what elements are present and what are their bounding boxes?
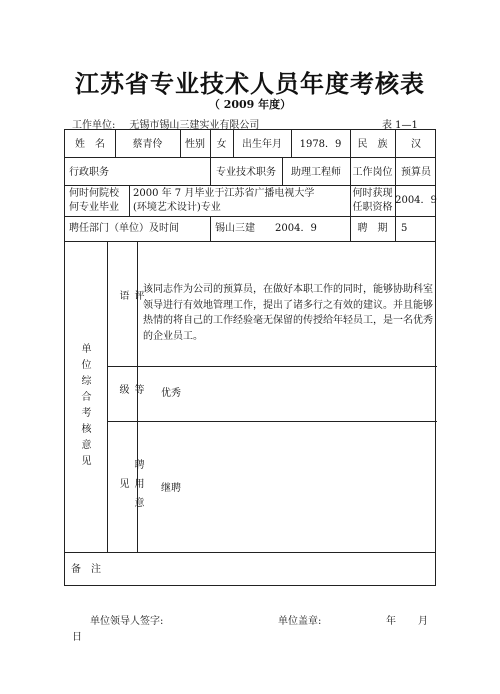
date-year-label: 年 xyxy=(386,616,396,627)
row-divider xyxy=(107,421,437,422)
birth-label: 出生年月 xyxy=(242,139,282,150)
ethnic-label: 民 族 xyxy=(357,139,388,150)
date-month-label: 月 xyxy=(418,616,428,627)
work-unit-label: 工作单位: xyxy=(72,120,116,131)
post-label: 工作岗位 xyxy=(352,167,393,178)
form-number: 表 1—1 xyxy=(382,120,418,131)
row-divider xyxy=(65,216,435,217)
unit-seal-label: 单位盖章: xyxy=(278,616,322,627)
remarks-label: 备 注 xyxy=(71,564,101,575)
term-value: 5 xyxy=(401,223,408,234)
comment-label: 评语 xyxy=(117,290,143,322)
ethnic-value: 汉 xyxy=(411,139,421,150)
birth-value: 1978．9 xyxy=(299,139,342,150)
qualification-value: 2004．9 xyxy=(395,195,437,206)
tech-title-label: 专业技术职务 xyxy=(216,167,276,178)
school-value-line-1: 2000 年 7 月毕业于江苏省广播电视大学 xyxy=(133,188,315,199)
post-value: 预算员 xyxy=(401,167,431,178)
qualification-label-line-1: 何时获现 xyxy=(352,188,393,199)
row-divider xyxy=(107,366,437,367)
row-divider xyxy=(65,241,435,242)
name-value: 蔡青伶 xyxy=(132,139,163,150)
school-label-line-1: 何时何院校 xyxy=(69,188,119,199)
admin-title-label: 行政职务 xyxy=(69,167,109,178)
row-divider xyxy=(65,157,435,158)
row-divider xyxy=(65,552,435,553)
name-label: 姓 名 xyxy=(75,139,105,150)
row-divider xyxy=(65,185,435,186)
comment-text: 该同志作为公司的预算员，在做好本职工作的同时，能够协助科室领导进行有效地管理工作，提出了诸多行之有效的建议。并且能够热情的将自己的工作经验毫无保留的传授给年轻员工，是一名优秀的企业员工。 xyxy=(143,284,433,342)
grade-value: 优秀 xyxy=(161,388,181,399)
col-divider xyxy=(129,185,130,216)
hire-opinion-value: 继聘 xyxy=(161,483,181,494)
school-value-line-2: (环境艺术设计)专业 xyxy=(133,201,221,213)
col-divider xyxy=(107,241,108,552)
col-divider xyxy=(395,216,396,241)
department-label: 聘任部门（单位）及时间 xyxy=(69,223,179,234)
work-unit-value: 无锡市锡山三建实业有限公司 xyxy=(129,120,260,131)
col-divider xyxy=(210,216,211,241)
date-day-label: 日 xyxy=(72,632,82,643)
term-label: 聘 期 xyxy=(357,223,388,234)
hire-opinion-label: 聘用意见 xyxy=(117,458,143,516)
qualification-label-line-2: 任职资格 xyxy=(352,201,393,213)
grade-label: 等级 xyxy=(117,384,143,406)
gender-label: 性别 xyxy=(185,139,205,150)
tech-title-value: 助理工程师 xyxy=(291,167,341,178)
assessment-section-label: 单位综合考核意见 xyxy=(79,343,90,471)
qualification-label xyxy=(350,187,395,214)
department-value: 锡山三建 2004．9 xyxy=(215,223,317,234)
school-label-line-2: 何专业毕业 xyxy=(69,201,119,213)
gender-value: 女 xyxy=(216,139,227,150)
leader-signature-label: 单位领导人签字: xyxy=(90,616,164,627)
school-value xyxy=(133,187,314,214)
form-year: （ 2009 年度） xyxy=(208,98,292,111)
form-title: 江苏省专业技术人员年度考核表 xyxy=(75,69,425,98)
school-label xyxy=(69,187,119,214)
assessment-form-table xyxy=(64,129,436,586)
